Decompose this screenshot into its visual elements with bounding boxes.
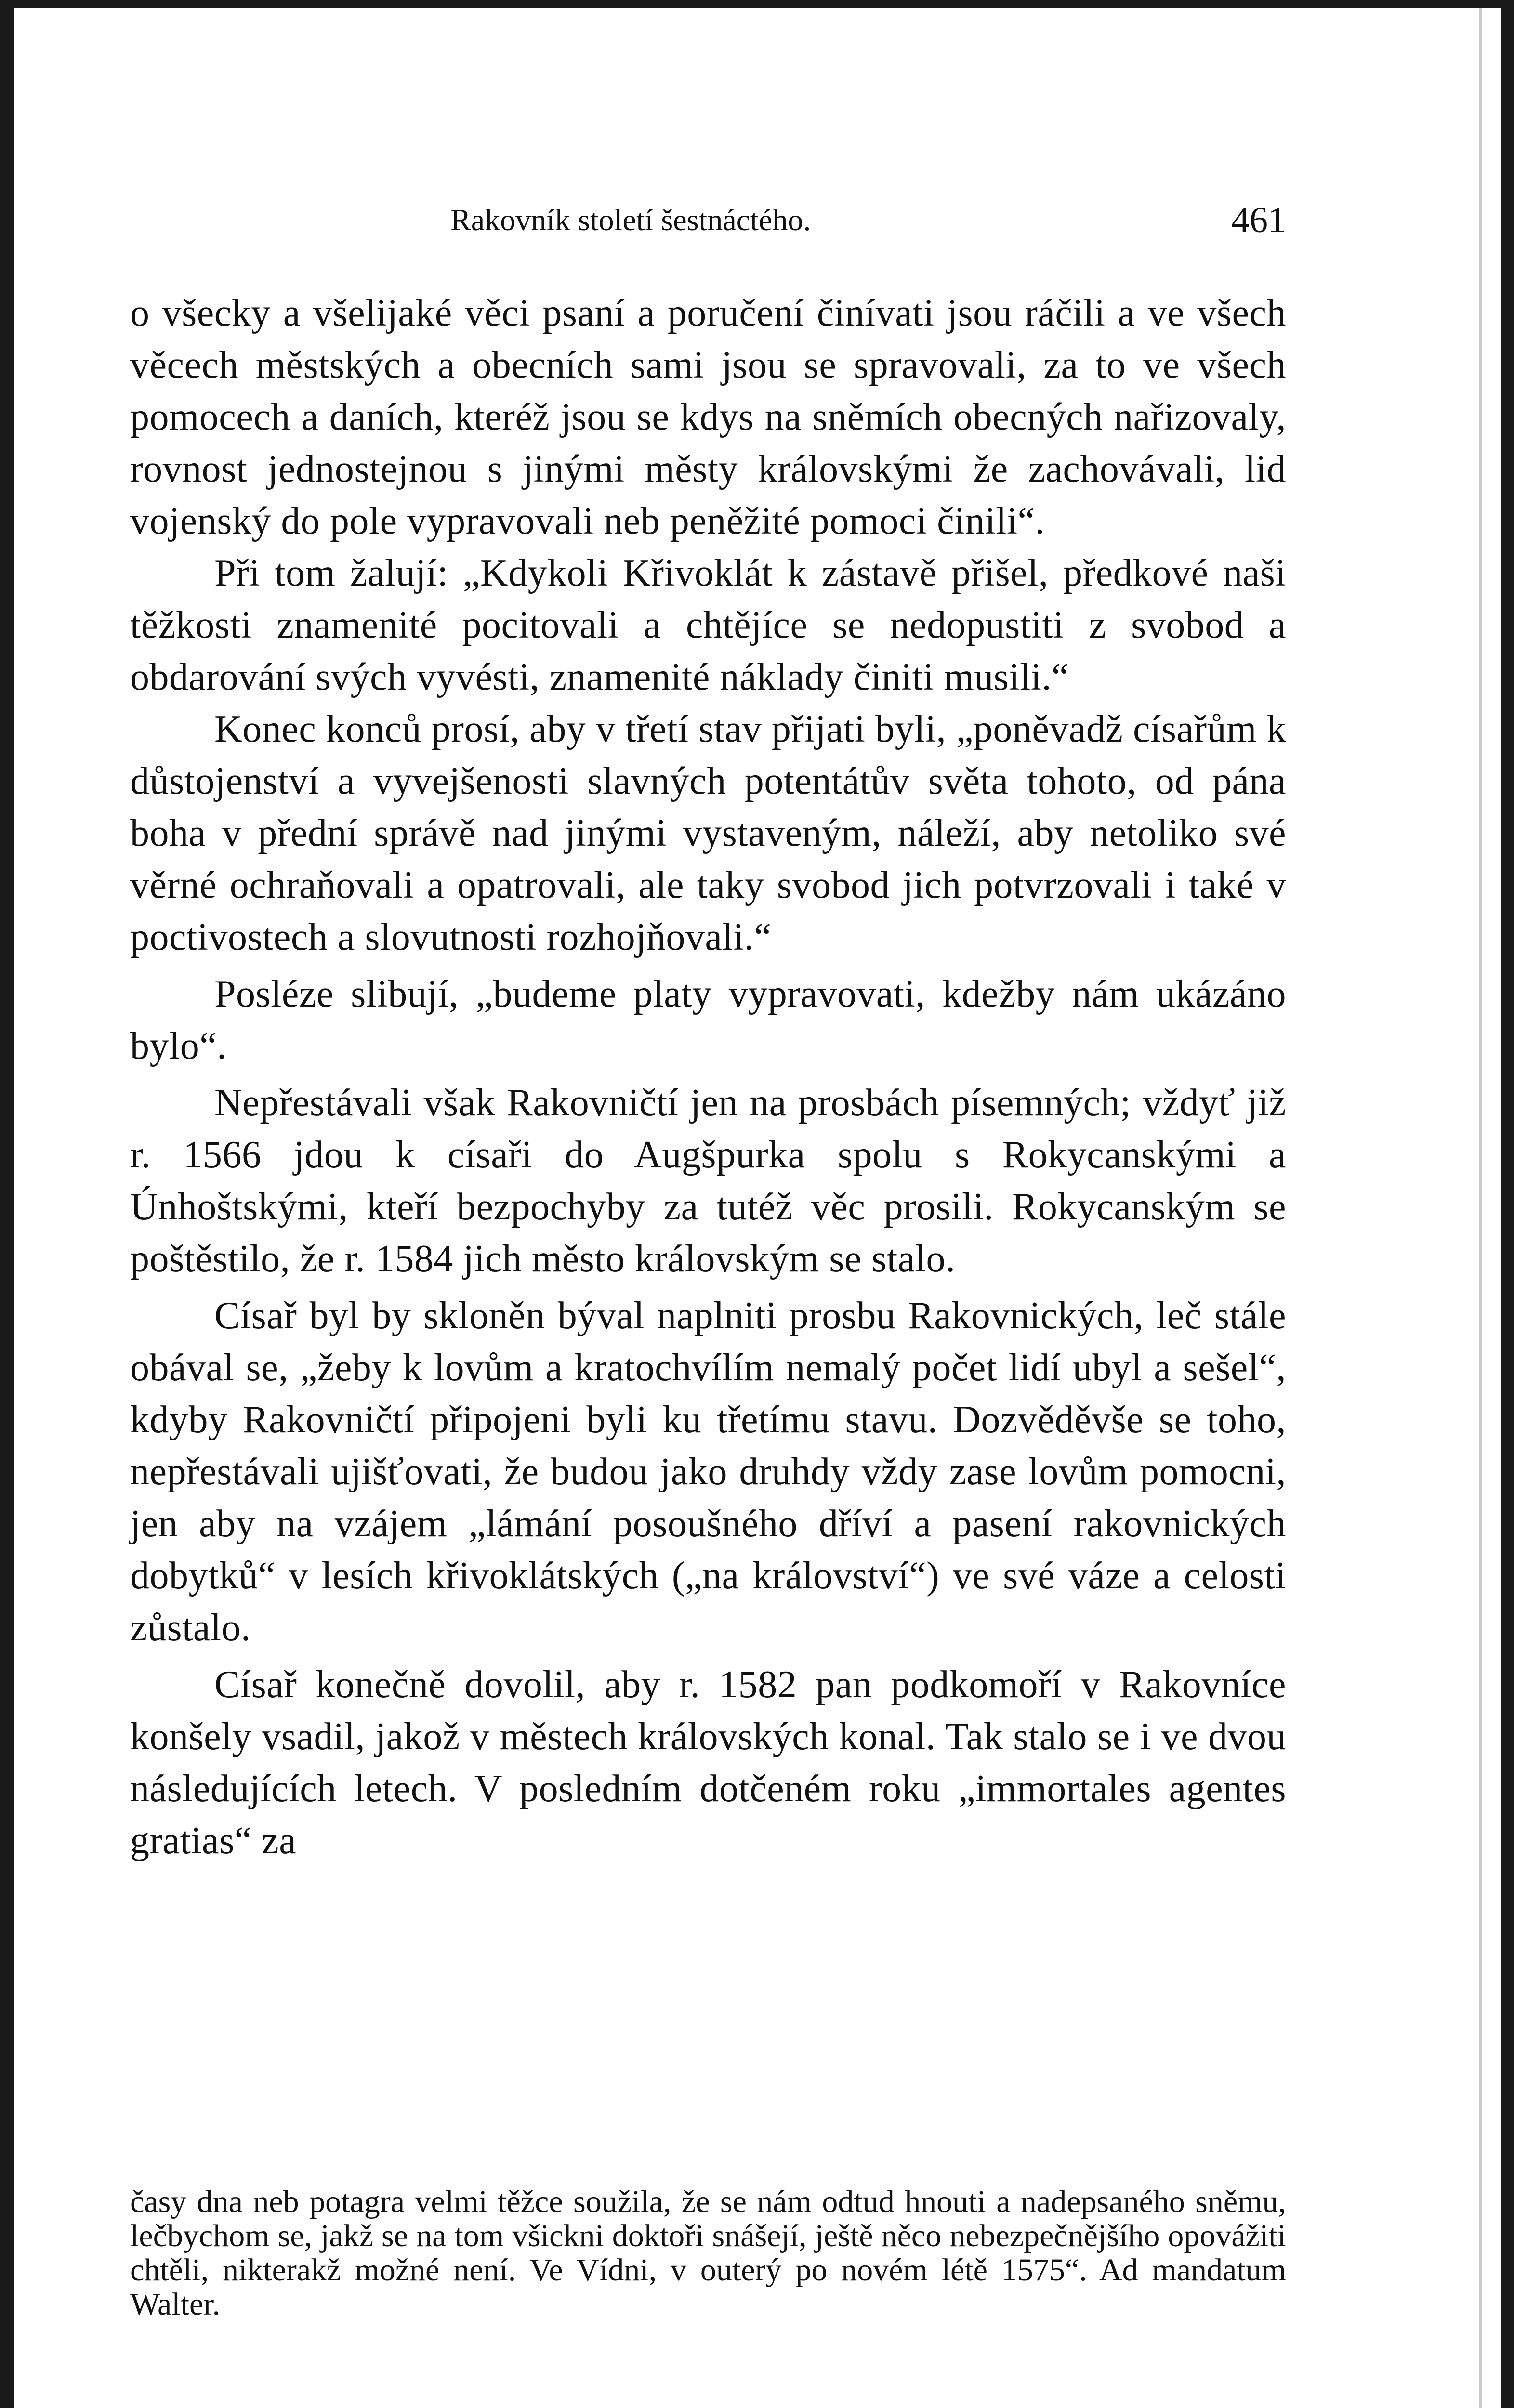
paragraph-request: Konec konců prosí, aby v třetí stav přijati byli, „poněvadž císařům k důstojenství a vyvejšenosti slavných potentátův světa tohoto, od pána boha v přední správě nad jinými vystaveným, náleží, aby netoliko své věrné ochraňovali a opatrovali, ale taky svobod jich potvrzovali i také v poctivostech a slovutnosti rozhojňovali.“: [130, 708, 1286, 958]
footnote-text: časy dna neb potagra velmi těžce soužila, že se nám odtud hnouti a nadepsaného sněmu, lečbychom se, jakž se na tom všickni doktoři snášejí, ještě něco nebezpečnějšího opovážiti chtěli, nikterakž možné není. Ve Vídni, v outerý po novém létě 1575“. Ad mandatum Walter.: [130, 2184, 1286, 2322]
paragraph-permission: Císař konečně dovolil, aby r. 1582 pan podkomoří v Rakovníce konšely vsadil, jakož v městech královských konal. Tak stalo se i ve dvou následujících letech. V posledním dotčeném roku „immortales agentes gratias“ za: [130, 1663, 1286, 1862]
paragraph-emperor: Císař byl by skloněn býval naplniti prosbu Rakovnických, leč stále obával se, „žeby k lovům a kratochvílím nemalý počet lidí ubyl a sešel“, kdyby Rakovničtí připojeni byli ku třetímu stavu. Dozvěděvše se toho, nepřestávali ujišťovati, že budou jako druhdy vždy zase lovům pomocni, jen aby na vzájem „lámání posoušného dříví a pasení rakovnických dobytků“ v lesích křivoklátských („na království“) ve své váze a celosti zůstalo.: [130, 1295, 1286, 1649]
body-text: [130, 287, 1286, 1867]
paragraph-promise: Posléze slibují, „budeme platy vypravovati, kdežby nám ukázáno bylo“.: [130, 973, 1286, 1067]
footnotes: [130, 2185, 1286, 2321]
page-header: [130, 198, 1286, 242]
page-number: 461: [1231, 200, 1286, 240]
running-title: Rakovník století šestnáctého.: [450, 203, 811, 237]
paragraph-petitions: Nepřestávali však Rakovničtí jen na prosbách písemných; vždyť již r. 1566 jdou k císaři do Augšpurka spolu s Rokycanskými a Únhoštskými, kteří bezpochyby za tutéž věc prosili. Rokycanským se poštěstilo, že r. 1584 jich město královským se stalo.: [130, 1082, 1286, 1280]
paragraph-continuation: o všecky a všelijaké věci psaní a poručení činívati jsou ráčili a ve všech věcech městských a obecních sami jsou se spravovali, za to ve všech pomocech a daních, kteréž jsou se kdys na sněmích obecných nařizovaly, rovnost jednostejnou s jinými městy královskými že zachovávali, lid vojenský do pole vypravovali neb peněžité pomoci činili“.: [130, 292, 1286, 542]
scan-edge-shadow: [1479, 8, 1482, 2408]
paragraph-complaint: Při tom žalují: „Kdykoli Křivoklát k zástavě přišel, předkové naši těžkosti znamenité pocitovali a chtějíce se nedopustiti z svobod a obdarování svých vyvésti, znamenité náklady činiti musili.“: [130, 552, 1286, 698]
